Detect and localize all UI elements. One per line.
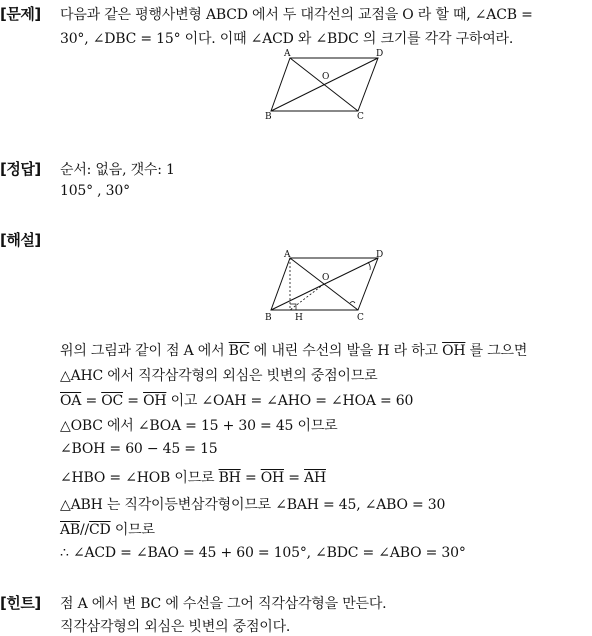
explanation-line-7: △ABH 는 직각이등변삼각형이므로 ∠BAH = 45, ∠ABO = 30 (60, 497, 446, 513)
segment-oh (290, 284, 324, 310)
explanation-line-9: ∴ ∠ACD = ∠BAO = 45 + 60 = 105°, ∠BDC = ∠ABO = 30° (60, 545, 466, 561)
fig2-label-b: B (265, 313, 272, 323)
hint-line-1: 점 A 에서 변 BC 에 수선을 그어 직각삼각형을 만든다. (60, 596, 387, 612)
problem-figure (262, 47, 392, 119)
fig2-label-a: A (284, 250, 291, 260)
hint-line-2: 직각삼각형의 외심은 빗변의 중점이다. (60, 619, 291, 635)
answer-line-1: 순서: 없음, 갯수: 1 (60, 162, 175, 178)
explanation-line-6: ∠HBO = ∠HOB 이므로 $\overline{BH} = \overline{OH} = \overline{AH}$ (60, 470, 326, 486)
fig2-label-o: O (322, 273, 330, 283)
explanation-line-8: $\overline{AB}//\overline{CD}$ 이므로 (60, 522, 155, 538)
explanation-line-5: ∠BOH = 60 − 45 = 15 (60, 441, 218, 457)
explanation-line-1: 위의 그림과 같이 점 A 에서 $\overline{BC}$ 에 내린 수선의 발을 H 라 하고 $\overline{OH}$ 를 그으면 (60, 343, 528, 359)
answer-label: [정답] (0, 160, 41, 178)
problem-line-2: 30°, ∠DBC = 15° 이다. 이때 ∠ACD 와 ∠BDC 의 크기를 각각 구하여라. (60, 31, 514, 47)
fig1-label-b: B (265, 112, 272, 119)
explanation-label: [해설] (0, 231, 41, 249)
fig1-label-o: O (322, 72, 330, 82)
explanation-line-2: △AHC 에서 직각삼각형의 외심은 빗변의 중점이므로 (60, 368, 378, 384)
fig2-label-c: C (357, 313, 364, 323)
explanation-line-4: △OBC 에서 ∠BOA = 15 + 30 = 45 이므로 (60, 418, 338, 434)
fig2-label-d: D (376, 250, 384, 260)
fig2-label-h: H (295, 313, 303, 323)
fig1-label-a: A (284, 49, 291, 59)
explanation-figure (262, 248, 392, 324)
fig1-label-c: C (357, 112, 364, 119)
fig1-label-d: D (376, 49, 384, 59)
angle-mark-c (350, 302, 355, 304)
problem-label: [문제] (0, 5, 41, 23)
answer-line-2: 105° , 30° (60, 183, 130, 199)
problem-line-1: 다음과 같은 평행사변형 ABCD 에서 두 대각선의 교점을 O 라 할 때, ∠ACB = (60, 7, 533, 23)
hint-label: [힌트] (0, 594, 41, 612)
explanation-line-3: $\overline{OA} = \overline{OC} = \overline{OH}$ 이고 ∠OAH = ∠AHO = ∠HOA = 60 (60, 393, 414, 409)
